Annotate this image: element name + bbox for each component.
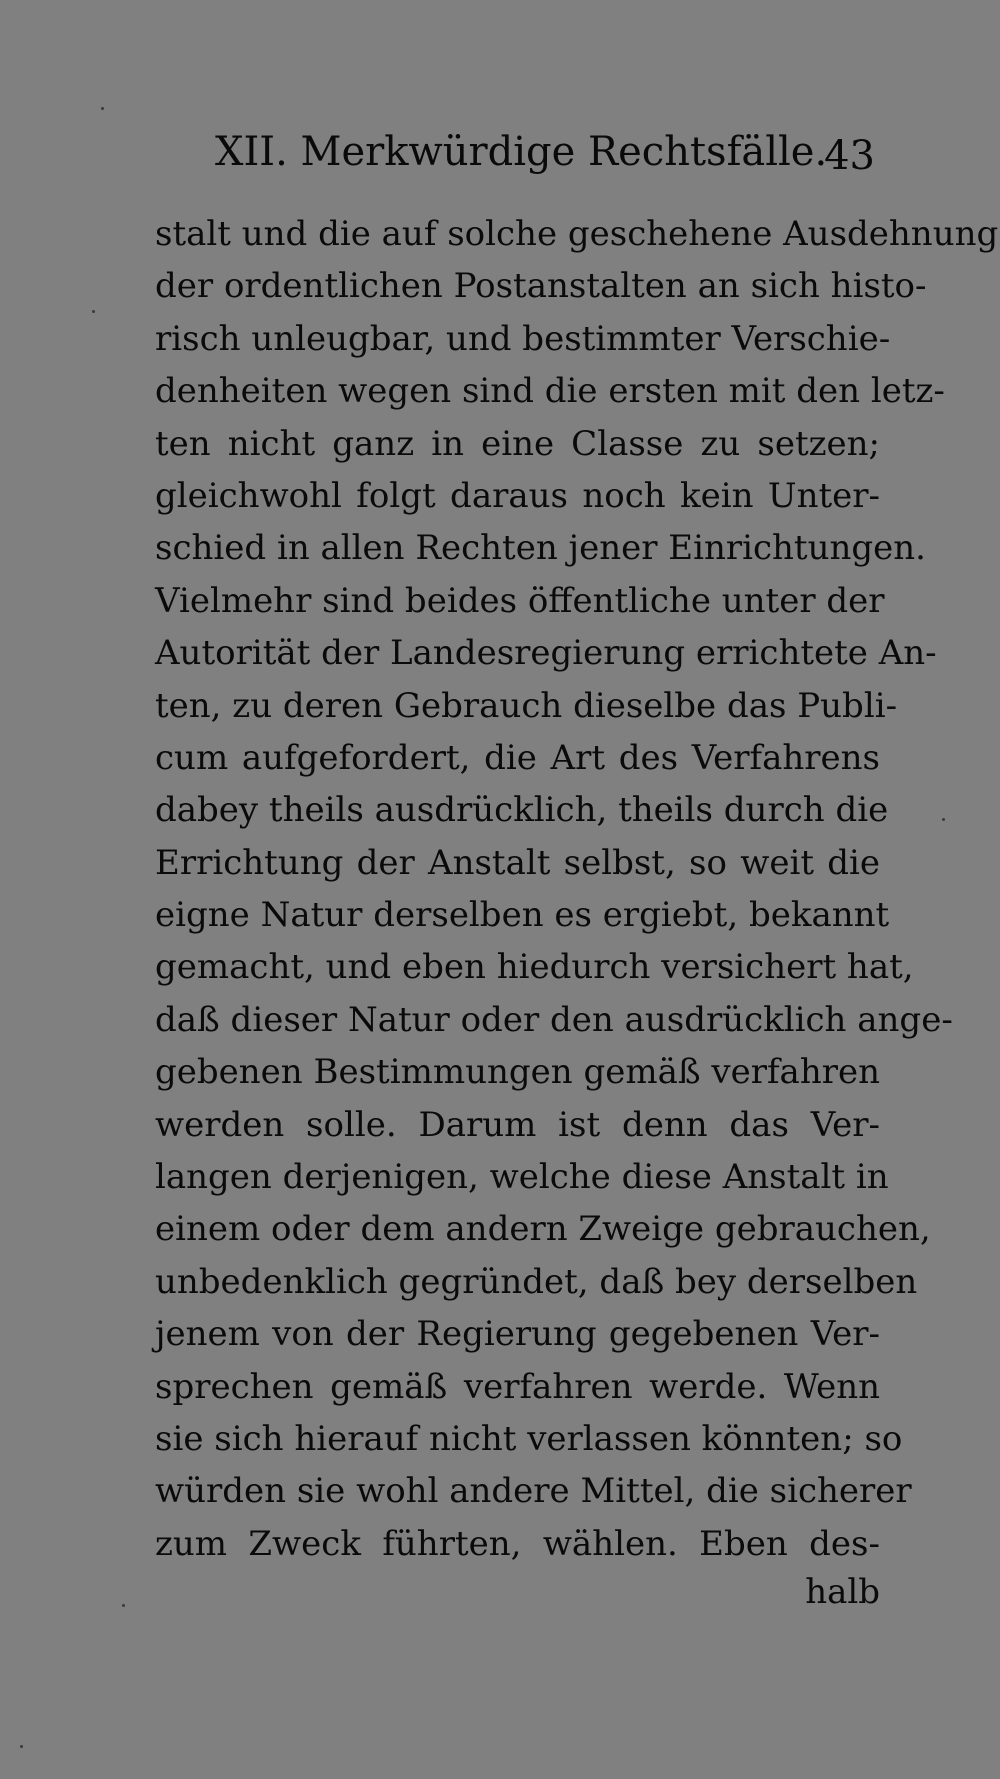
paper-speck	[942, 818, 945, 821]
text-line: Autorität der Landesregierung errichtete An-	[155, 633, 937, 674]
text-line: Vielmehr sind beides öffentliche unter der	[155, 580, 885, 621]
text-line: denheiten wegen sind die ersten mit den letz-	[155, 371, 945, 412]
page-number: 43	[824, 133, 875, 179]
paper-speck	[122, 1604, 125, 1607]
text-line: daß dieser Natur oder den ausdrücklich ange-	[155, 999, 953, 1040]
text-line: dabey theils ausdrücklich, theils durch die	[155, 790, 889, 831]
text-line: sprechen gemäß verfahren werde. Wenn	[155, 1366, 880, 1407]
text-line: risch unleugbar, und bestimmter Verschie-	[155, 318, 891, 359]
text-line: langen derjenigen, welche diese Anstalt in	[155, 1157, 889, 1198]
text-line: ten, zu deren Gebrauch dieselbe das Publi-	[155, 685, 898, 726]
text-line: Errichtung der Anstalt selbst, so weit die	[155, 842, 880, 883]
body-text	[155, 208, 999, 1570]
paper-speck	[20, 1745, 23, 1748]
paper-speck	[92, 310, 95, 313]
text-line: schied in allen Rechten jener Einrichtungen.	[155, 528, 926, 569]
running-head: XII. Merkwürdige Rechtsfälle.	[215, 129, 828, 175]
text-line: ten nicht ganz in eine Classe zu setzen;	[155, 423, 880, 464]
text-line: würden sie wohl andere Mittel, die sicherer	[155, 1471, 912, 1512]
text-line: cum aufgefordert, die Art des Verfahrens	[155, 737, 880, 778]
text-line: gebenen Bestimmungen gemäß verfahren	[155, 1052, 880, 1093]
text-line: stalt und die auf solche geschehene Ausdehnung	[155, 214, 999, 254]
catchword: halb	[805, 1572, 880, 1612]
text-line: gemacht, und eben hiedurch versichert hat,	[155, 947, 914, 988]
text-line: werden solle. Darum ist denn das Ver-	[155, 1104, 880, 1145]
text-line: gleichwohl folgt daraus noch kein Unter-	[155, 475, 880, 516]
paper-speck	[101, 107, 104, 110]
text-line: jenem von der Regierung gegebenen Ver-	[155, 1314, 880, 1355]
page-header	[215, 122, 875, 182]
text-line: unbedenklich gegründet, daß bey derselben	[155, 1261, 918, 1302]
text-line: einem oder dem andern Zweige gebrauchen,	[155, 1209, 931, 1250]
text-line: eigne Natur derselben es ergiebt, bekannt	[155, 895, 890, 936]
text-line: zum Zweck führten, wählen. Eben des-	[155, 1523, 880, 1564]
text-line: sie sich hierauf nicht verlassen könnten; so	[155, 1418, 903, 1459]
text-line: der ordentlichen Postanstalten an sich histo-	[155, 266, 927, 307]
